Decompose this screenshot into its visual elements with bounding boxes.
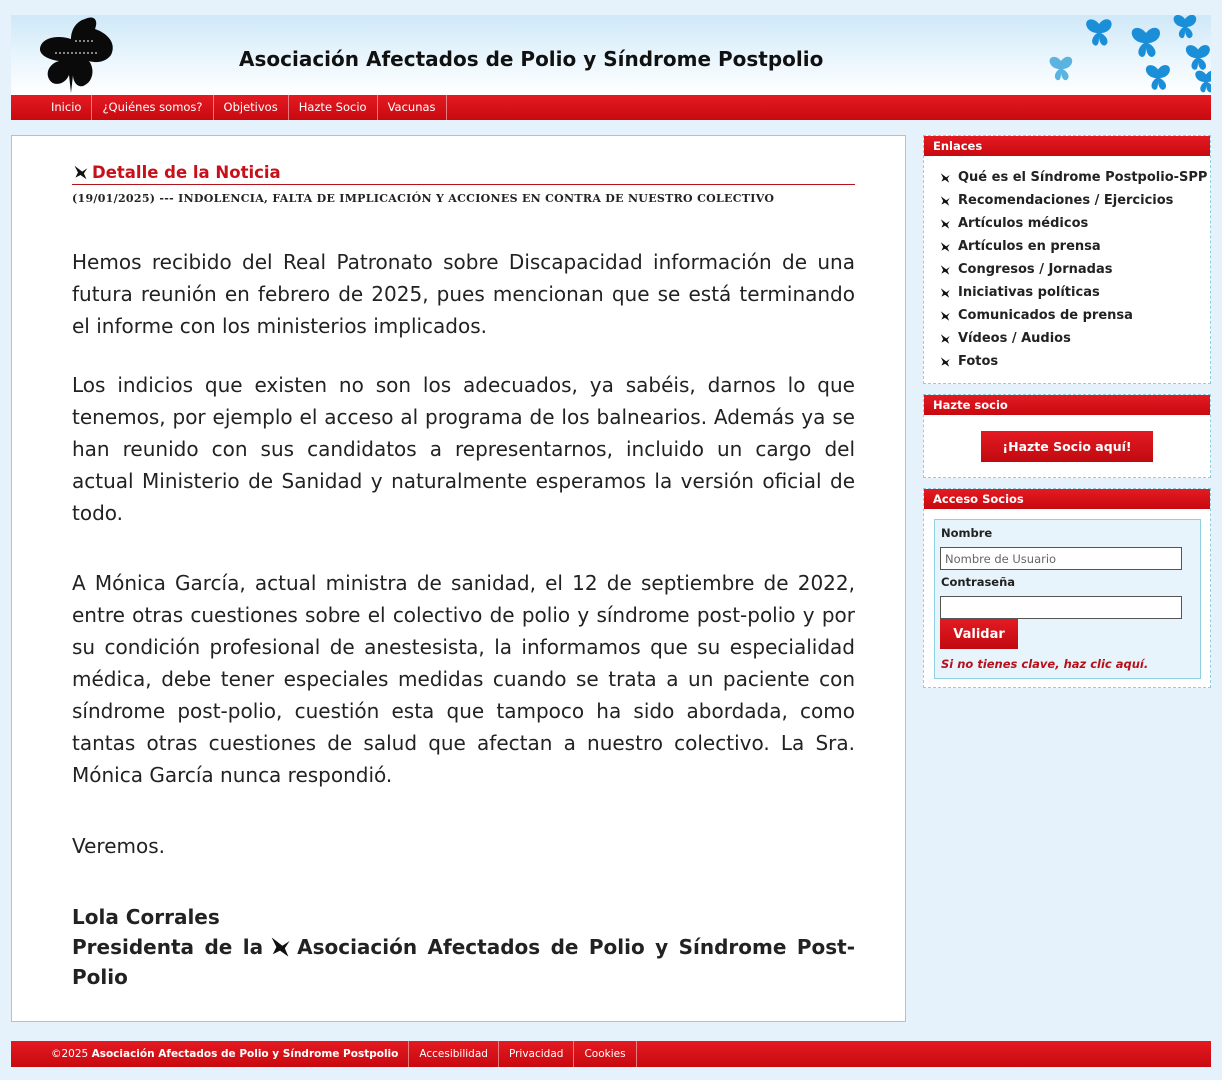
footer-privacidad-link[interactable]: Privacidad (499, 1041, 574, 1067)
hazte-socio-box (923, 394, 1211, 478)
butterfly-icon (267, 935, 293, 959)
nav-quienes-somos[interactable]: ¿Quiénes somos? (92, 95, 213, 120)
article-panel (11, 135, 906, 1022)
hazte-socio-title: Hazte socio (924, 395, 1210, 415)
hazte-socio-button[interactable]: ¡Hazte Socio aquí! (981, 431, 1153, 462)
copyright-year: ©2025 (51, 1048, 89, 1060)
nav-objetivos[interactable]: Objetivos (214, 95, 289, 120)
sidebar-link[interactable]: Iniciativas políticas (939, 281, 1210, 304)
nav-vacunas[interactable]: Vacunas (378, 95, 447, 120)
article-paragraph: A Mónica García, actual ministra de sanidad, el 12 de septiembre de 2022, entre otras cuestiones sobre el colectivo de polio y síndrome post-polio y por su condición profesional de anestesista, la informamos que su especialidad médica, debe tener especiales medidas cuando se trata a un paciente con síndrome post-polio, cuestión esta que tampoco ha sido abordada, como tantas otras cuestiones de salud que afectan a nuestro colectivo. La Sra. Mónica García nunca respondió. (72, 571, 855, 787)
footer-copyright (41, 1041, 409, 1067)
butterfly-icon (939, 218, 951, 230)
sidebar-link[interactable]: Artículos en prensa (939, 235, 1210, 258)
nav-inicio[interactable]: Inicio (41, 95, 92, 120)
butterfly-icon (939, 333, 951, 345)
butterfly-icon (72, 164, 89, 181)
butterfly-icon (939, 356, 951, 368)
copyright-org: Asociación Afectados de Polio y Síndrome Postpolio (91, 1048, 399, 1060)
login-form (934, 519, 1201, 679)
sidebar-link[interactable]: Congresos / Jornadas (939, 258, 1210, 281)
butterfly-icon (939, 310, 951, 322)
article-paragraph: Veremos. (72, 834, 166, 858)
signature-role (72, 932, 855, 992)
butterfly-icon (939, 195, 951, 207)
nav-hazte-socio[interactable]: Hazte Socio (289, 95, 378, 120)
butterfly-icon (939, 172, 951, 184)
links-box-title: Enlaces (924, 136, 1210, 156)
site-footer (11, 1041, 1211, 1067)
links-box (923, 135, 1211, 384)
blue-butterflies-decoration-icon (1041, 15, 1211, 95)
section-title: Detalle de la Noticia (92, 163, 281, 182)
links-list (924, 156, 1210, 373)
sidebar-link[interactable]: Vídeos / Audios (939, 327, 1210, 350)
username-label: Nombre (941, 526, 993, 540)
validate-button[interactable]: Validar (940, 619, 1018, 649)
password-label: Contraseña (941, 575, 1016, 589)
site-title: Asociación Afectados de Polio y Síndrome Postpolio (239, 47, 824, 71)
signature-role-prefix: Presidenta de la (72, 935, 264, 959)
sidebar-link[interactable]: Qué es el Síndrome Postpolio-SPP (939, 166, 1210, 189)
sidebar-link[interactable]: Comunicados de prensa (939, 304, 1210, 327)
footer-cookies-link[interactable]: Cookies (574, 1041, 636, 1067)
signature-role-org: Asociación Afectados de Polio y Síndrome Post-Polio (72, 935, 855, 989)
username-input[interactable] (940, 547, 1182, 570)
butterfly-logo-icon[interactable] (35, 15, 121, 95)
password-input[interactable] (940, 596, 1182, 619)
footer-accesibilidad-link[interactable]: Accesibilidad (409, 1041, 499, 1067)
site-header (11, 15, 1211, 95)
sidebar-link[interactable]: Fotos (939, 350, 1210, 373)
article-paragraph: Hemos recibido del Real Patronato sobre Discapacidad información de una futura reunión en febrero de 2025, pues mencionan que se está terminando el informe con los ministerios implicados. (72, 250, 855, 338)
butterfly-icon (939, 287, 951, 299)
sidebar-link[interactable]: Artículos médicos (939, 212, 1210, 235)
sidebar-link[interactable]: Recomendaciones / Ejercicios (939, 189, 1210, 212)
member-login-title: Acceso Socios (924, 489, 1210, 509)
member-login-box (923, 488, 1211, 688)
signature-name: Lola Corrales (72, 905, 220, 929)
signature-block (72, 902, 855, 992)
main-navigation (11, 95, 1211, 120)
section-heading (72, 161, 855, 185)
no-password-link[interactable]: Si no tienes clave, haz clic aquí. (941, 657, 1149, 671)
article-paragraph: Los indicios que existen no son los adecuados, ya sabéis, darnos lo que tenemos, por ejemplo el acceso al programa de los balnearios. Además ya se han reunido con sus candidatos a representarnos, incluido un cargo del actual Ministerio de Sanidad y naturalmente esperamos la versión oficial de todo. (72, 373, 855, 525)
news-date-headline: (19/01/2025) --- INDOLENCIA, FALTA DE IMPLICACIÓN Y ACCIONES EN CONTRA DE NUESTRO COLECTIVO (72, 192, 775, 205)
butterfly-icon (939, 264, 951, 276)
butterfly-icon (939, 241, 951, 253)
